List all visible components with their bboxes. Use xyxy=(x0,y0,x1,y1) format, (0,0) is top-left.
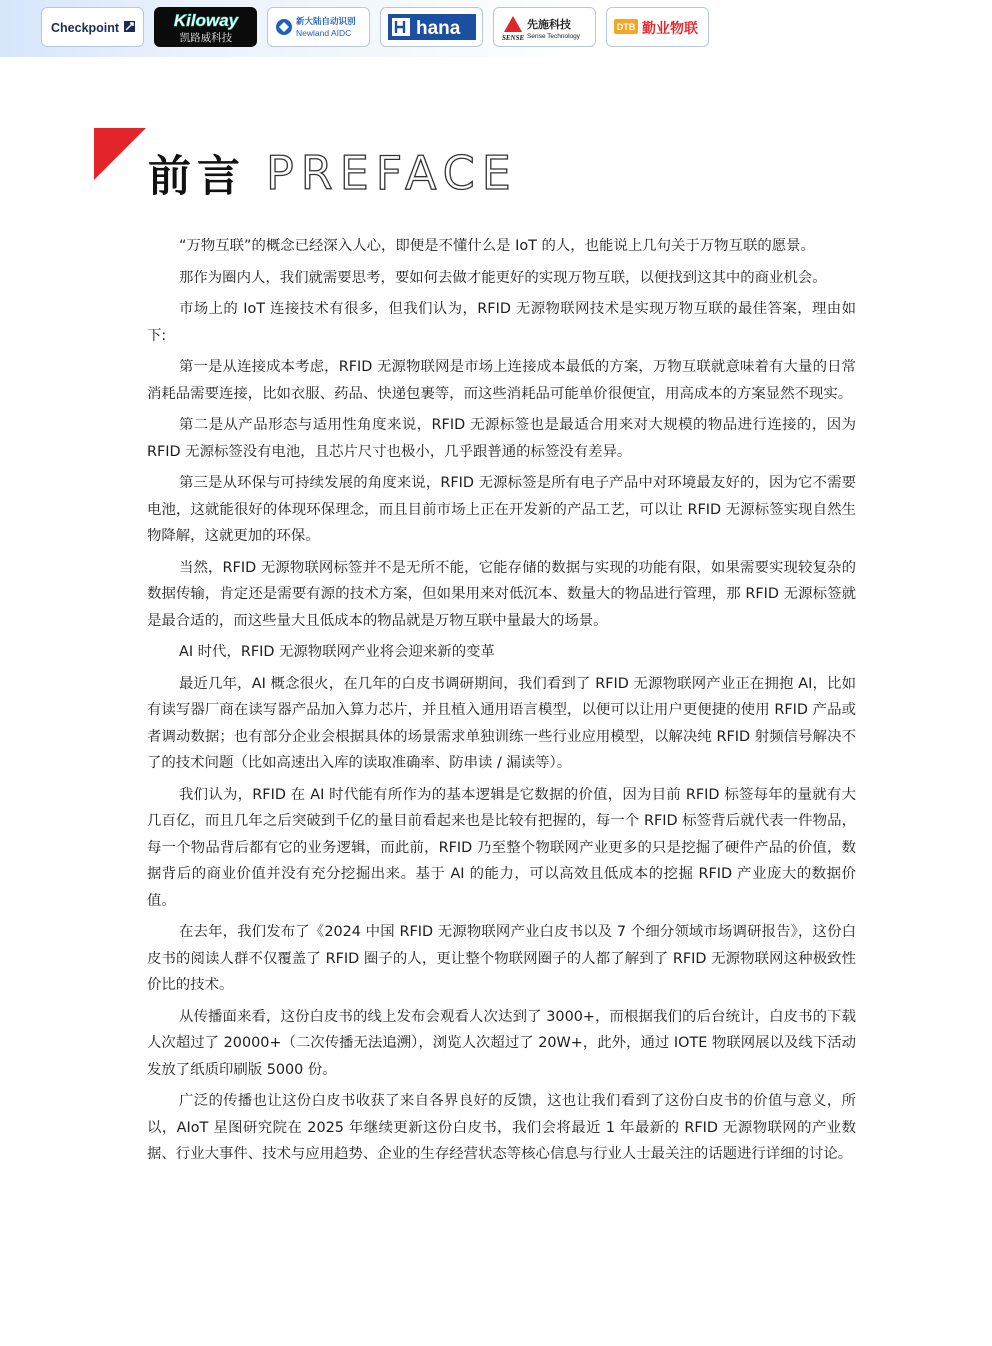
paragraph: 从传播面来看，这份白皮书的线上发布会观看人次达到了 3000+，而根据我们的后台统计，白皮书的下载人次超过了 20000+（二次传播无法追溯），浏览人次超过了 20W+，此外，通过 IOTE 物联网展以及线下活动发放了纸质印刷版 5000 份。 xyxy=(147,1008,856,1078)
svg-text:DTB: DTB xyxy=(616,22,635,32)
paragraph: 在去年，我们发布了《2024 中国 RFID 无源物联网产业白皮书以及 7 个细分领域市场调研报告》，这份白皮书的阅读人群不仅覆盖了 RFID 圈子的人，更让整个物联网圈子的人都了解到了 RFID 无源物联网这种极致性价比的技术。 xyxy=(147,924,856,993)
newland-logo xyxy=(267,7,370,47)
dtb-logo xyxy=(606,7,709,47)
heading-english: PREFACE xyxy=(266,146,518,200)
svg-text:凯路威科技: 凯路威科技 xyxy=(179,32,232,44)
paragraph: 第二是从产品形态与适用性角度来说，RFID 无源标签也是最适合用来对大规模的物品进行连接的，因为 RFID 无源标签没有电池，且芯片尺寸也极小，几乎跟普通的标签没有差异。 xyxy=(147,417,856,460)
sense-logo xyxy=(493,7,596,47)
svg-text:先施科技: 先施科技 xyxy=(526,18,571,31)
accent-triangle xyxy=(94,128,146,180)
svg-text:勤业物联: 勤业物联 xyxy=(641,21,698,37)
paragraph: 广泛的传播也让这份白皮书收获了来自各界良好的反馈，这也让我们看到了这份白皮书的价值与意义，所以，AIoT 星图研究院在 2025 年继续更新这份白皮书，我们会将最近 1 年最新的 RFID 无源物联网的产业数据、行业大事件、技术与应用趋势、企业的生存经营状态等核心信息与行业人士最关注的话题进行详细的讨论。 xyxy=(147,1093,856,1162)
section-subheading: AI 时代，RFID 无源物联网产业将会迎来新的变革 xyxy=(179,644,495,660)
paragraph: 市场上的 IoT 连接技术有很多，但我们认为，RFID 无源物联网技术是实现万物互联的最佳答案，理由如下: xyxy=(147,301,856,344)
paragraph: 第一是从连接成本考虑，RFID 无源物联网是市场上连接成本最低的方案，万物互联就意味着有大量的日常消耗品需要连接，比如衣服、药品、快递包裹等，而这些消耗品可能单价很便宜，用高成本的方案显然不现实。 xyxy=(147,359,856,402)
svg-text:新大陆自动识别: 新大陆自动识别 xyxy=(295,17,356,27)
checkpoint-logo xyxy=(41,7,144,47)
paragraph: 当然，RFID 无源物联网标签并不是无所不能，它能存储的数据与实现的功能有限，如果需要实现较复杂的数据传输，肯定还是需要有源的技术方案，但如果用来对低沉本、数量大的物品进行管理，那 RFID 无源标签就是最合适的，而这些量大且低成本的物品就是万物互联中量最大的场景。 xyxy=(147,559,856,629)
paragraph: 我们认为，RFID 在 AI 时代能有所作为的基本逻辑是它数据的价值，因为目前 RFID 标签每年的量就有大几百亿，而且几年之后突破到千亿的量目前看起来也是比较有把握的，每一个 RFID 标签背后就代表一件物品，每一个物品背后都有它的业务逻辑，而此前，RFID 乃至整个物联网产业更多的只是挖掘了硬件产品的价值，数据背后的商业价值并没有充分挖掘出来。基于 AI 的能力，可以高效且低成本的挖掘 RFID 产业庞大的数据价值。 xyxy=(147,786,856,909)
hana-logo xyxy=(380,7,483,47)
svg-text:Checkpoint: Checkpoint xyxy=(50,21,119,35)
heading-chinese: 前言 xyxy=(148,151,246,202)
preface-body xyxy=(147,233,856,1173)
kiloway-logo xyxy=(154,7,257,47)
paragraph: “万物互联”的概念已经深入人心，即便是不懂什么是 IoT 的人，也能说上几句关于万物互联的愿景。 xyxy=(179,238,815,254)
svg-text:hana: hana xyxy=(415,18,460,39)
svg-text:Kiloway: Kiloway xyxy=(173,11,238,30)
paragraph: 最近几年，AI 概念很火，在几年的白皮书调研期间，我们看到了 RFID 无源物联网产业正在拥抱 AI，比如有读写器厂商在读写器产品加入算力芯片，并且植入通用语言模型，以便可以让用户更便捷的使用 RFID 产品或者调动数据；也有部分企业会根据具体的场景需求单独训练一些行业应用模型，以解决纯 RFID 射频信号解决不了的技术问题（比如高速出入库的读取准确率、防串读 / 漏读等）。 xyxy=(147,675,856,771)
svg-text:Newland AIDC: Newland AIDC xyxy=(295,28,351,38)
partner-logo-strip xyxy=(41,7,709,49)
svg-text:Sense Technology: Sense Technology xyxy=(526,33,580,40)
paragraph: 那作为圈内人，我们就需要思考，要如何去做才能更好的实现万物互联，以便找到这其中的商业机会。 xyxy=(179,269,827,286)
paragraph: 第三是从环保与可持续发展的角度来说，RFID 无源标签是所有电子产品中对环境最友好的，因为它不需要电池，这就能很好的体现环保理念，而且目前市场上正在开发新的产品工艺，可以让 RFID 无源标签实现自然生物降解，这就更加的环保。 xyxy=(147,475,856,544)
svg-text:SENSE: SENSE xyxy=(501,34,524,42)
page-heading xyxy=(148,143,518,203)
